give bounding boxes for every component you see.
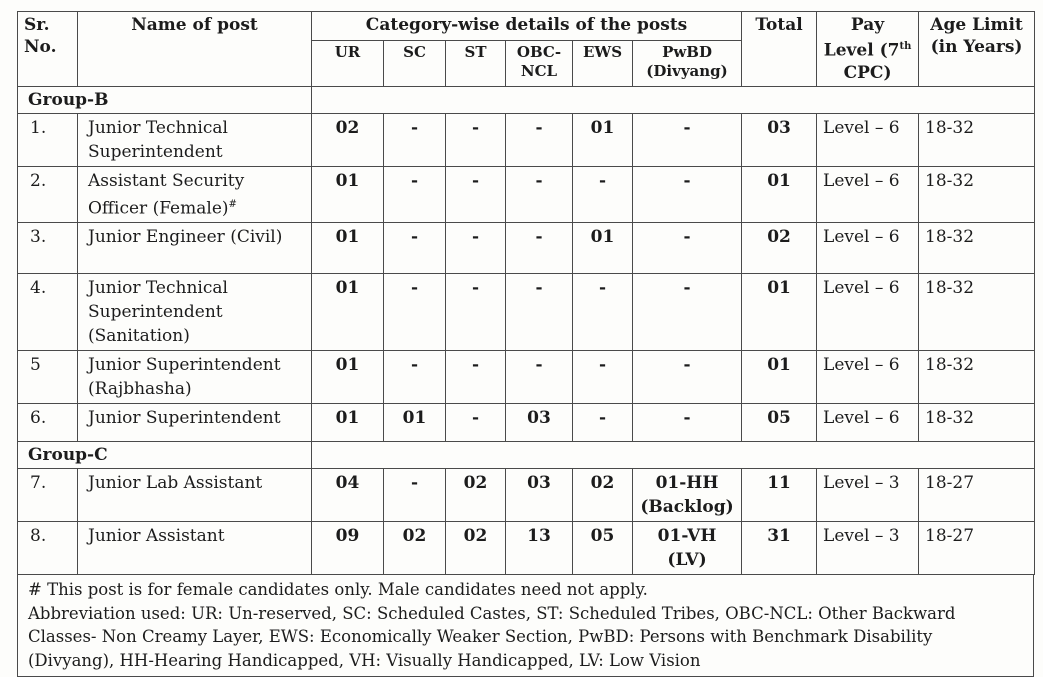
cell-sc: - [384,274,446,351]
cell-ur: 01 [312,404,384,442]
header-sr-no: Sr. No. [18,12,78,87]
pay-level-sup: th [899,41,912,52]
cell-total: 03 [742,113,817,166]
cell-ews: - [573,404,633,442]
table-row [18,223,1035,274]
cell-age: 18-32 [919,113,1035,166]
cell-obc: - [506,274,573,351]
cell-age: 18-27 [919,469,1035,522]
posts-table [17,11,1035,575]
cell-obc: - [506,351,573,404]
group-row [18,86,1035,113]
cell-ur: 02 [312,113,384,166]
cell-name: Junior Superintendent (Rajbhasha) [78,351,312,404]
cell-name: Junior Technical Superintendent [78,113,312,166]
cell-pay: Level – 3 [817,522,919,575]
table-row [18,469,1035,522]
group-label: Group-B [18,86,312,113]
cell-age: 18-32 [919,166,1035,223]
abbreviations-note: Abbreviation used: UR: Un-reserved, SC: Scheduled Castes, ST: Scheduled Tribes, OBC-NCL: Other Backward Classes- Non Creamy Layer, EWS: Economically Weaker Section, PwBD: Persons with Benchmark Disability (Divyang), HH-Hearing Handicapped, VH: Visually Handicapped, LV: Low Vision [28,603,956,670]
cell-total: 31 [742,522,817,575]
posts-table-container [17,11,1034,677]
cell-total: 02 [742,223,817,274]
female-only-note: # This post is for female candidates only. Male candidates need not apply. [28,580,648,600]
table-row [18,166,1035,223]
cell-pay: Level – 6 [817,223,919,274]
cell-st: - [446,404,506,442]
header-total: Total [742,12,817,87]
group-label: Group-C [18,442,312,469]
cell-sr: 6. [18,404,78,442]
cell-sr: 1. [18,113,78,166]
cell-pay: Level – 6 [817,113,919,166]
cell-sc: - [384,223,446,274]
cell-pay: Level – 6 [817,404,919,442]
header-age-limit: Age Limit (in Years) [919,12,1035,87]
cell-obc: 03 [506,404,573,442]
table-row [18,113,1035,166]
cell-total: 05 [742,404,817,442]
cell-ews: - [573,274,633,351]
cell-sr: 5 [18,351,78,404]
cell-sr: 2. [18,166,78,223]
cell-sc: 02 [384,522,446,575]
cell-sc: - [384,113,446,166]
cell-ews: 01 [573,223,633,274]
header-pwbd: PwBD (Divyang) [633,40,742,86]
cell-age: 18-32 [919,274,1035,351]
cell-total: 01 [742,274,817,351]
cell-name: Junior Technical Superintendent (Sanitation) [78,274,312,351]
cell-total: 11 [742,469,817,522]
cell-name: Assistant Security Officer (Female)# [78,166,312,223]
cell-pwbd: - [633,223,742,274]
header-sc: SC [384,40,446,86]
header-category-group: Category-wise details of the posts [312,12,742,41]
cell-pwbd: 01-HH (Backlog) [633,469,742,522]
cell-ews: - [573,166,633,223]
cell-sr: 4. [18,274,78,351]
cell-sc: - [384,469,446,522]
cell-ur: 01 [312,351,384,404]
table-row [18,522,1035,575]
cell-total: 01 [742,351,817,404]
cell-pay: Level – 6 [817,351,919,404]
cell-obc: - [506,113,573,166]
cell-sr: 7. [18,469,78,522]
cell-st: - [446,113,506,166]
cell-st: - [446,166,506,223]
cell-sr: 3. [18,223,78,274]
cell-ur: 09 [312,522,384,575]
cell-st: - [446,223,506,274]
header-obc-ncl: OBC-NCL [506,40,573,86]
cell-st: - [446,274,506,351]
cell-st: - [446,351,506,404]
header-st: ST [446,40,506,86]
cell-ur: 04 [312,469,384,522]
cell-age: 18-32 [919,351,1035,404]
cell-pay: Level – 6 [817,274,919,351]
cell-sc: - [384,351,446,404]
cell-obc: - [506,166,573,223]
cell-pwbd: - [633,274,742,351]
cell-age: 18-32 [919,223,1035,274]
cell-age: 18-32 [919,404,1035,442]
cell-obc: - [506,223,573,274]
table-row [18,351,1035,404]
group-row [18,442,1035,469]
cell-name: Junior Engineer (Civil) [78,223,312,274]
header-row [18,12,1035,41]
header-ur: UR [312,40,384,86]
cell-ur: 01 [312,166,384,223]
cell-st: 02 [446,522,506,575]
header-name-of-post: Name of post [78,12,312,87]
table-row [18,274,1035,351]
cell-pwbd: - [633,404,742,442]
cell-total: 01 [742,166,817,223]
cell-pwbd: - [633,166,742,223]
cell-sr: 8. [18,522,78,575]
footnote-box [17,575,1034,677]
cell-ews: 05 [573,522,633,575]
cell-ews: - [573,351,633,404]
cell-name: Junior Assistant [78,522,312,575]
cell-obc: 13 [506,522,573,575]
cell-pwbd: 01-VH (LV) [633,522,742,575]
cell-obc: 03 [506,469,573,522]
cell-age: 18-27 [919,522,1035,575]
header-pay-level: Pay Level (7th CPC) [817,12,919,87]
cell-ur: 01 [312,223,384,274]
cell-pwbd: - [633,113,742,166]
cell-name: Junior Superintendent [78,404,312,442]
cell-ews: 01 [573,113,633,166]
cell-st: 02 [446,469,506,522]
cell-sc: 01 [384,404,446,442]
cell-ews: 02 [573,469,633,522]
cell-pwbd: - [633,351,742,404]
cell-pay: Level – 6 [817,166,919,223]
header-ews: EWS [573,40,633,86]
cell-ur: 01 [312,274,384,351]
cell-sc: - [384,166,446,223]
cell-pay: Level – 3 [817,469,919,522]
cell-name: Junior Lab Assistant [78,469,312,522]
table-row [18,404,1035,442]
